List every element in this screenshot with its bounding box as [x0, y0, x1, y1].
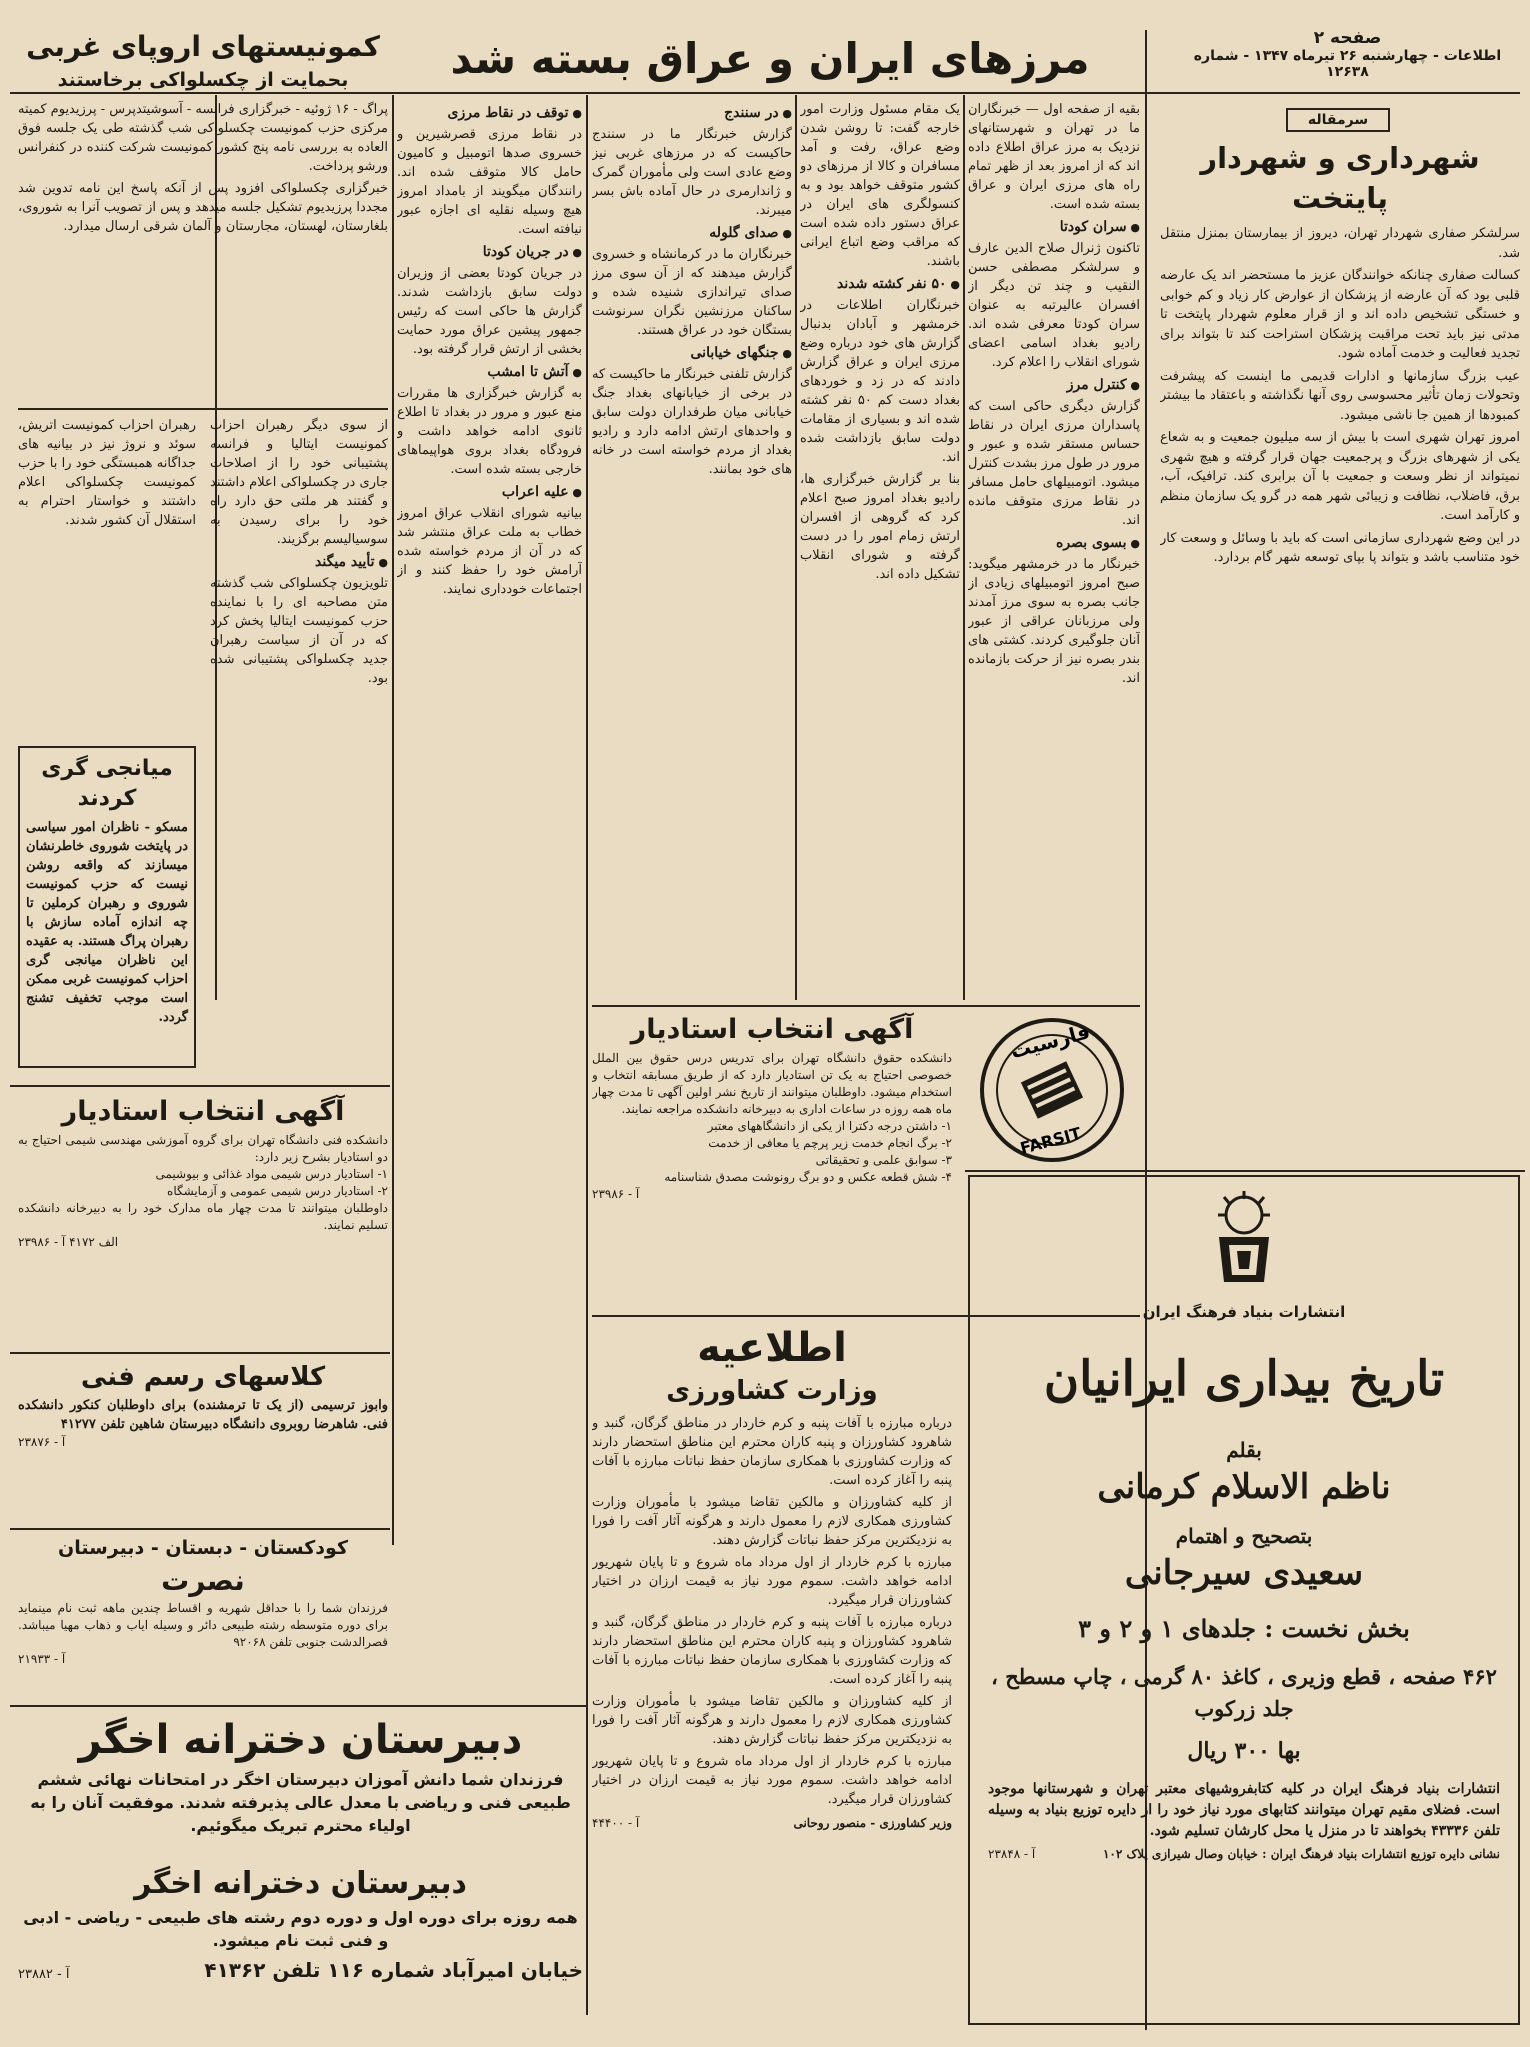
mediation-text: مسکو - ناظران امور سیاسی در پایتخت شوروی خاطرنشان میسازند که واقعه روشن نیست که حزب کمونیست شوروی و رهبران کرملین تا چه اندازه آماده سازش با رهبران پراگ هستند. به عقیده این ناظران میانجی گری احزاب کمونیست غربی ممکن است موجب تخفیف تشنج گردد.	[26, 820, 188, 1025]
book-author: ناظم الاسلام کرمانی	[1097, 1467, 1391, 1507]
story-paragraph: در نقاط مرزی قصرشیرین و خسروی صدها اتومبیل و کامیون حامل کالا متوقف شده اند. رانندگان میگویند از بامداد امروز هیچ وسیله نقلیه ای اجازه عبور نیافته است.	[397, 127, 582, 237]
farsit-brand: فارسیت	[1007, 1019, 1093, 1064]
story-subhead: ● در سنندج	[592, 104, 792, 123]
university-ad-item: ۳- سوابق علمی و تحقیقاتی	[815, 1153, 952, 1167]
notice-subtitle: وزارت کشاورزی	[666, 1376, 878, 1406]
masthead	[1175, 28, 1520, 90]
classes-ad	[18, 1358, 388, 1468]
akhgar-ad-1	[18, 1712, 583, 1852]
editorial-paragraph: عیب بزرگ سازمانها و ادارات قدیمی ما اینست که پیشرفت وتحولات زمان تأثیر محسوسی روی آنها نگذاشته و باعتقاد ما بیشتر کمبودها از همین جا ناشی میشود.	[1160, 368, 1520, 423]
ad-code: آ - ۴۴۴۰۰	[592, 1816, 640, 1830]
ad-code: آ - ۲۳۸۷۶	[18, 1435, 66, 1449]
university-ad-text: دانشکده حقوق دانشگاه تهران برای تدریس درس حقوق بین الملل خصوصی احتیاج به یک تن استادیار دارد که از طریق مسابقه انتخاب و استخدام میشود. داوطلبان میتوانند از تاریخ نشر اولین آگهی تا مدت چهار ماه همه روزه در ساعات اداری به دبیرخانه دانشکده مراجعه نمایند.	[592, 1051, 952, 1116]
main-story-col-1	[968, 100, 1140, 1000]
notice-paragraph: از کلیه کشاورزان و مالکین تقاضا میشود با مأموران وزارت کشاورزی همکاری لازم را معمول دارند و هرگونه آثار آفت را فورا به نزدیکترین مرکز حفظ نباتات گزارش دهند.	[592, 1495, 952, 1548]
story-paragraph: یک مقام مسئول وزارت امور خارجه گفت: تا روشن شدن وضع عراق، رفت و آمد مسافران و کالا از مرزهای دو کشور متوقف خواهد بود و به کنسولگری های ایران در عراق دستور داده شده است که مراقب وضع اتباع ایرانی باشند.	[800, 102, 960, 269]
engineering-ad	[18, 1092, 388, 1352]
story-subhead: ● تأیید میگند	[210, 553, 388, 572]
book-footer: انتشارات بنیاد فرهنگ ایران در کلیه کتابفروشیهای معتبر تهران و شهرستانها موجود است. فضلای مقیم تهران میتوانند کتابهای مورد نیاز خود را از دایره توزیع بنیاد به وسیله تلفن ۴۳۳۳۶ بخواهند تا در منزل یا محل کارشان تسلیم شود.	[988, 1781, 1500, 1839]
story-paragraph: از سوی دیگر رهبران احزاب کمونیست ایتالیا و فرانسه پشتیبانی خود را از اصلاحات جاری در چکسلواکی اعلام داشتند و گفتند هر ملتی حق دارد راه خود را برای رسیدن به سوسیالیسم برگزیند.	[210, 418, 388, 547]
notice-signature: وزیر کشاورزی - منصور روحانی	[793, 1816, 952, 1830]
university-ad	[592, 1010, 952, 1315]
nosrat-ad	[18, 1534, 388, 1704]
farsit-ad	[965, 1010, 1140, 1170]
engineering-ad-title: آگهی انتخاب استادیار	[61, 1096, 345, 1127]
notice-paragraph: از کلیه کشاورزان و مالکین تقاضا میشود با مأموران وزارت کشاورزی همکاری لازم را معمول دارند و هرگونه آثار آفت را فورا به نزدیکترین مرکز حفظ نباتات گزارش دهند.	[592, 1694, 952, 1747]
publisher-logo	[988, 1187, 1500, 1301]
university-ad-item: ۲- برگ انجام خدمت زیر پرچم یا معافی از خدمت	[708, 1136, 952, 1150]
mediation-title: میانجی گری کردند	[41, 756, 173, 811]
ad-code: آ - ۲۳۸۴۸	[988, 1847, 1036, 1861]
story-paragraph: پراگ - ۱۶ ژوئیه - خبرگزاری فرانسه - آسوشیتدپرس - پرزیدیوم کمیته مرکزی حزب کمونیست چکسلواکی شب گذشته طی یک جلسه فوق العاده به بررسی نامه پنج کشور کمونیست شرکت کننده در کنفرانس ورشو پرداخت.	[18, 102, 388, 174]
communists-title: کمونیستهای اروپای غربی	[26, 30, 380, 63]
editorial	[1160, 100, 1520, 1200]
akhgar-address: خیابان امیرآباد شماره ۱۱۶ تلفن ۴۱۳۶۲	[204, 1958, 583, 1982]
story-paragraph: گزارش تلفنی خبرنگار ما حاکیست که در برخی از خیابانهای بغداد جنگ خیابانی میان طرفداران دولت سابق و واحدهای ارتش ادامه دارد و رادیو بغداد از مردم خواسته است در خانه های خود بمانند.	[592, 367, 792, 477]
engineering-ad-item: ۱- استادیار درس شیمی مواد غذائی و بیوشیمی	[155, 1167, 388, 1181]
nosrat-kicker: کودکستان - دبستان - دبیرستان	[57, 1537, 348, 1559]
story-paragraph: گزارش دیگری حاکی است که پاسداران مرزی ایران در نقاط حساس مستقر شده و عبور و مرور در طول مرز بشدت کنترل میشود. اتومبیلهای حامل مسافر در نقاط مرزی متوقف مانده اند.	[968, 399, 1140, 528]
story-paragraph: گزارش خبرنگار ما در سنندج حاکیست که در مرزهای غربی نیز وضع عادی است ولی مأموران گمرک و ژاندارمری در حال آماده باش بسر میبرند.	[592, 127, 792, 218]
akhgar-text: همه روزه برای دوره اول و دوره دوم رشته های طبیعی - ریاضی - ادبی و فنی ثبت نام میشود.	[23, 1908, 578, 1950]
book-by: بقلم	[1226, 1438, 1262, 1462]
akhgar-ad-2	[18, 1862, 583, 2022]
story-paragraph: به گزارش خبرگزاری ها مقررات منع عبور و مرور در بغداد تا اطلاع ثانوی ادامه خواهد داشت و فرودگاه بغداد بروی هواپیماهای خارجی بسته شده است.	[397, 386, 582, 477]
university-ad-title: آگهی انتخاب استادیار	[630, 1014, 914, 1045]
notice-paragraph: مبارزه با کرم خاردار از اول مرداد ماه شروع و تا پایان شهریور ادامه خواهد داشت. سموم مورد نیاز به قیمت ارزان در اختیار کشاورزان قرار میگیرد.	[592, 1754, 952, 1807]
notice-title: اطلاعیه	[697, 1325, 847, 1371]
book-title: تاریخ بیداری ایرانیان	[1043, 1351, 1445, 1407]
main-story-title: مرزهای ایران و عراق بسته شد	[450, 34, 1090, 83]
story-paragraph: خبرنگاران ما در کرمانشاه و خسروی گزارش میدهند که از آن سوی مرز صدای تیراندازی شنیده شده و ساکنان مرزنشین نگران سرنوشت بستگان خود در عراق هستند.	[592, 247, 792, 338]
book-part: بخش نخست : جلدهای ۱ و ۲ و ۳	[1078, 1614, 1410, 1643]
story-subhead: ● آتش تا امشب	[397, 363, 582, 382]
story-paragraph: تاکنون ژنرال صلاح الدین عارف و سرلشکر مصطفی حسن النقیب و چند تن دیگر از افسران عالیرتبه به عنوان سران کودتا معرفی شده اند. رادیو بغداد اسامی اعضای شورای انقلاب را اعلام کرد.	[968, 241, 1140, 370]
story-subhead: ● در جریان کودتا	[397, 243, 582, 262]
book-editing: بتصحیح و اهتمام	[1175, 1524, 1313, 1548]
book-specs: ۴۶۲ صفحه ، قطع وزیری ، کاغذ ۸۰ گرمی ، چاپ مسطح ، جلد زرکوب	[991, 1664, 1497, 1721]
ad-code: آ - ۲۳۸۸۲	[18, 1967, 70, 1982]
communists-body	[18, 100, 388, 236]
story-subhead: ● علیه اعراب	[397, 483, 582, 502]
story-subhead: ● سران کودتا	[968, 218, 1140, 237]
agriculture-notice	[592, 1322, 952, 2022]
story-paragraph: خبرگزاری چکسلواکی افزود پس از آنکه پاسخ این نامه تدوین شد مجددا پرزیدیوم تشکیل جلسه میدهد و پس از تصویب آنرا به شوروی، بلغارستان، لهستان، مجارستان و آلمان شرقی ارسال میدارد.	[18, 181, 388, 234]
story-paragraph: رهبران احزاب کمونیست اتریش، سوئد و نروژ نیز در بیانیه های جداگانه همبستگی خود را با حزب کمونیست چکسلواکی اعلام داشتند و خواستار احترام به استقلال آن کشور شدند.	[18, 418, 196, 528]
story-subhead: ● توقف در نقاط مرزی	[397, 104, 582, 123]
main-story-col-4	[397, 100, 582, 1540]
mediation-box	[18, 746, 196, 1068]
classes-ad-text: وابوز ترسیمی (از یک تا ترمشنده) برای داوطلبان کنکور دانشکده فنی. شاهرضا روبروی دانشگاه دبیرستان شاهین تلفن ۴۱۲۷۷	[18, 1398, 388, 1432]
book-price: بها ۳۰۰ ریال	[1187, 1738, 1301, 1764]
main-story-col-2	[800, 100, 960, 1000]
editorial-paragraph: در این وضع شهرداری سازمانی است که باید با وسائل و وسعت کار خود متناسب باشد و بتواند پا بپای توسعه شهر گام بردارد.	[1160, 530, 1520, 565]
ad-code: آ - ۲۱۹۳۳	[18, 1652, 66, 1666]
story-paragraph: بقیه از صفحه اول — خبرنگاران ما در تهران و شهرستانهای نزدیک به مرز عراق اطلاع داده اند که از امروز بعد از ظهر تمام راه های مرزی ایران و عراق بسته شده است.	[968, 102, 1140, 212]
akhgar-title: دبیرستان دخترانه اخگر	[134, 1866, 467, 1901]
editorial-paragraph: امروز تهران شهری است با بیش از سه میلیون جمعیت و به شعاع یکی از شهرهای بزرگ و پرجمعیت جهان قرار گرفته و هیچ شهری نمیتواند از نظر وسعت و جمعیت با آن برابری کند. ترافیک، آب، برق، فاضلاب، نظافت و زیبائی شهر همه در گرو یک سازمان منظم و کارآمد است.	[1160, 430, 1520, 523]
story-paragraph: در جریان کودتا بعضی از وزیران دولت سابق بازداشت شدند. گزارش ها حاکی است که رئیس جمهور پیشین عراق مورد حمایت بخشی از ارتش قرار گرفته بود.	[397, 266, 582, 357]
communists-story	[18, 28, 388, 1078]
ad-code: الف ۴۱۷۲ آ - ۲۳۹۸۶	[18, 1235, 119, 1249]
engineering-ad-text: دانشکده فنی دانشگاه تهران برای گروه آموزشی مهندسی شیمی احتیاج به دو استادیار بشرح زیر دارد:	[18, 1133, 388, 1164]
communists-subtitle: بحمایت از چکسلواکی برخاستند	[57, 69, 349, 91]
engineering-ad-item: ۲- استادیار درس شیمی عمومی و آزمایشگاه	[167, 1184, 388, 1198]
engineering-ad-item: داوطلبان میتوانند تا مدت چهار ماه مدارک خود را به دبیرخانه دانشکده تسلیم نمایند.	[18, 1201, 388, 1232]
editorial-kicker: سرمقاله	[1286, 108, 1390, 132]
editorial-paragraph: کسالت صفاری چنانکه خوانندگان عزیز ما مستحضر اند یک عارضه قلبی بود که آن عارضه از پزشکان از عوارض کار زیاد و کم خوابی و خستگی تشخیص داده اند و از قرار معلوم شهردار پایتخت تا مدتی نیز باید تحت مراقبت پزشکان استراحت کند تا بتواند برای تجدید فعالیت و خدمت آماده شود.	[1160, 268, 1520, 361]
communists-lower-left	[18, 416, 196, 736]
page-number: صفحه ۲	[1313, 28, 1382, 48]
book-editor: سعیدی سیرجانی	[1124, 1553, 1364, 1593]
editorial-body	[1160, 224, 1520, 610]
story-subhead: ● ۵۰ نفر کشته شدند	[800, 275, 960, 294]
editorial-paragraph: سرلشکر صفاری شهردار تهران، دیروز از بیمارستان بمنزل منتقل شد.	[1160, 226, 1520, 261]
ad-code: آ - ۲۳۹۸۶	[592, 1187, 640, 1201]
nosrat-text: فرزندان شما را با حداقل شهریه و اقساط چندین ماهه ثبت نام مینماید برای دوره متوسطه رشته طبیعی دائر و وسیله ایاب و ذهاب مهیا میباشد. قصرالدشت جنوبی تلفن ۹۲۰۶۸	[18, 1601, 388, 1649]
akhgar-text: فرزندان شما دانش آموزان دبیرستان اخگر در امتحانات نهائی ششم طبیعی فنی و ریاضی با معدل عالی پذیرفته شدند. موفقیت آنان را به اولیاء محترم تبریک میگوئیم.	[30, 1770, 571, 1835]
story-paragraph: خبرنگار ما در خرمشهر میگوید: صبح امروز اتومبیلهای زیادی از جانب بصره به سوی مرز آمدند ولی مرزبانان عراقی از عبور آنان جلوگیری کردند. کشتی های بندر بصره نیز از حرکت بازمانده اند.	[968, 557, 1140, 686]
communists-lower-right	[210, 416, 388, 1066]
publisher-emblem-icon	[1199, 1187, 1289, 1297]
notice-paragraph: مبارزه با کرم خاردار از اول مرداد ماه شروع و تا پایان شهریور ادامه خواهد داشت. سموم مورد نیاز به قیمت ارزان در اختیار کشاورزان قرار میگیرد.	[592, 1555, 952, 1608]
publisher-name: انتشارات بنیاد فرهنگ ایران	[1142, 1303, 1346, 1321]
university-ad-item: ۴- شش قطعه عکس و دو برگ رونوشت مصدق شناسنامه	[664, 1170, 952, 1184]
story-subhead: ● کنترل مرز	[968, 376, 1140, 395]
paper-date-line: اطلاعات - چهارشنبه ۲۶ تیرماه ۱۳۴۷ - شماره ۱۲۶۳۸	[1193, 48, 1502, 80]
story-paragraph: بنا بر گزارش خبرگزاری ها، رادیو بغداد امروز صبح اعلام کرد که گروهی از افسران ارتش زمام امور را در دست گرفته و شورای انقلاب تشکیل داده اند.	[800, 472, 960, 582]
story-subhead: ● بسوی بصره	[968, 534, 1140, 553]
editorial-title: شهرداری و شهردار پایتخت	[1200, 141, 1480, 215]
story-paragraph: تلویزیون چکسلواکی شب گذشته متن مصاحبه ای را با نماینده حزب کمونیست ایتالیا پخش کرد که در آن از سیاست رهبران جدید چکسلواکی پشتیبانی شده بود.	[210, 576, 388, 686]
farsit-latin: FARSIT	[1018, 1123, 1084, 1158]
story-subhead: ● صدای گلوله	[592, 224, 792, 243]
nosrat-title: نصرت	[161, 1564, 245, 1597]
book-address: نشانی دایره توزیع انتشارات بنیاد فرهنگ ایران : خیابان وصال شیرازی پلاک ۱۰۲	[1102, 1847, 1500, 1861]
notice-paragraph: درباره مبارزه با آفات پنبه و کرم خاردار در مناطق گرگان، گنبد و شاهرود کشاورزان و پنبه کاران محترم این مناطق استحضار دارند که وزارت کشاورزی با همکاری سازمان حفظ نباتات مبارزه با آفات پنبه را آغاز کرده است.	[592, 1615, 952, 1687]
story-paragraph: بیانیه شورای انقلاب عراق امروز خطاب به ملت عراق منتشر شد که در آن از مردم خواسته شده آرامش خود را حفظ کنند و از اجتماعات خودداری نمایند.	[397, 506, 582, 597]
farsit-logo	[965, 1010, 1140, 1170]
notice-paragraph: درباره مبارزه با آفات پنبه و کرم خاردار در مناطق گرگان، گنبد و شاهرود کشاورزان و پنبه کاران محترم این مناطق استحضار دارند که وزارت کشاورزی با همکاری سازمان حفظ نباتات مبارزه با آفات پنبه را آغاز کرده است.	[592, 1416, 952, 1488]
book-ad	[968, 1175, 1520, 2025]
story-paragraph: خبرنگاران اطلاعات در خرمشهر و آبادان بدنبال گزارش های خود درباره وضع مرزی ایران و عراق گزارش دادند که در زد و خوردهای بغداد دست کم ۵۰ نفر کشته شده اند و بسیاری از مقامات دولت سابق بازداشت شده اند.	[800, 298, 960, 465]
akhgar-title: دبیرستان دخترانه اخگر	[78, 1717, 523, 1763]
story-subhead: ● جنگهای خیابانی	[592, 344, 792, 363]
main-story-col-3	[592, 100, 792, 1000]
university-ad-item: ۱- داشتن درجه دکترا از یکی از دانشگاههای معتبر	[707, 1119, 952, 1133]
classes-ad-title: کلاسهای رسم فنی	[80, 1362, 326, 1392]
